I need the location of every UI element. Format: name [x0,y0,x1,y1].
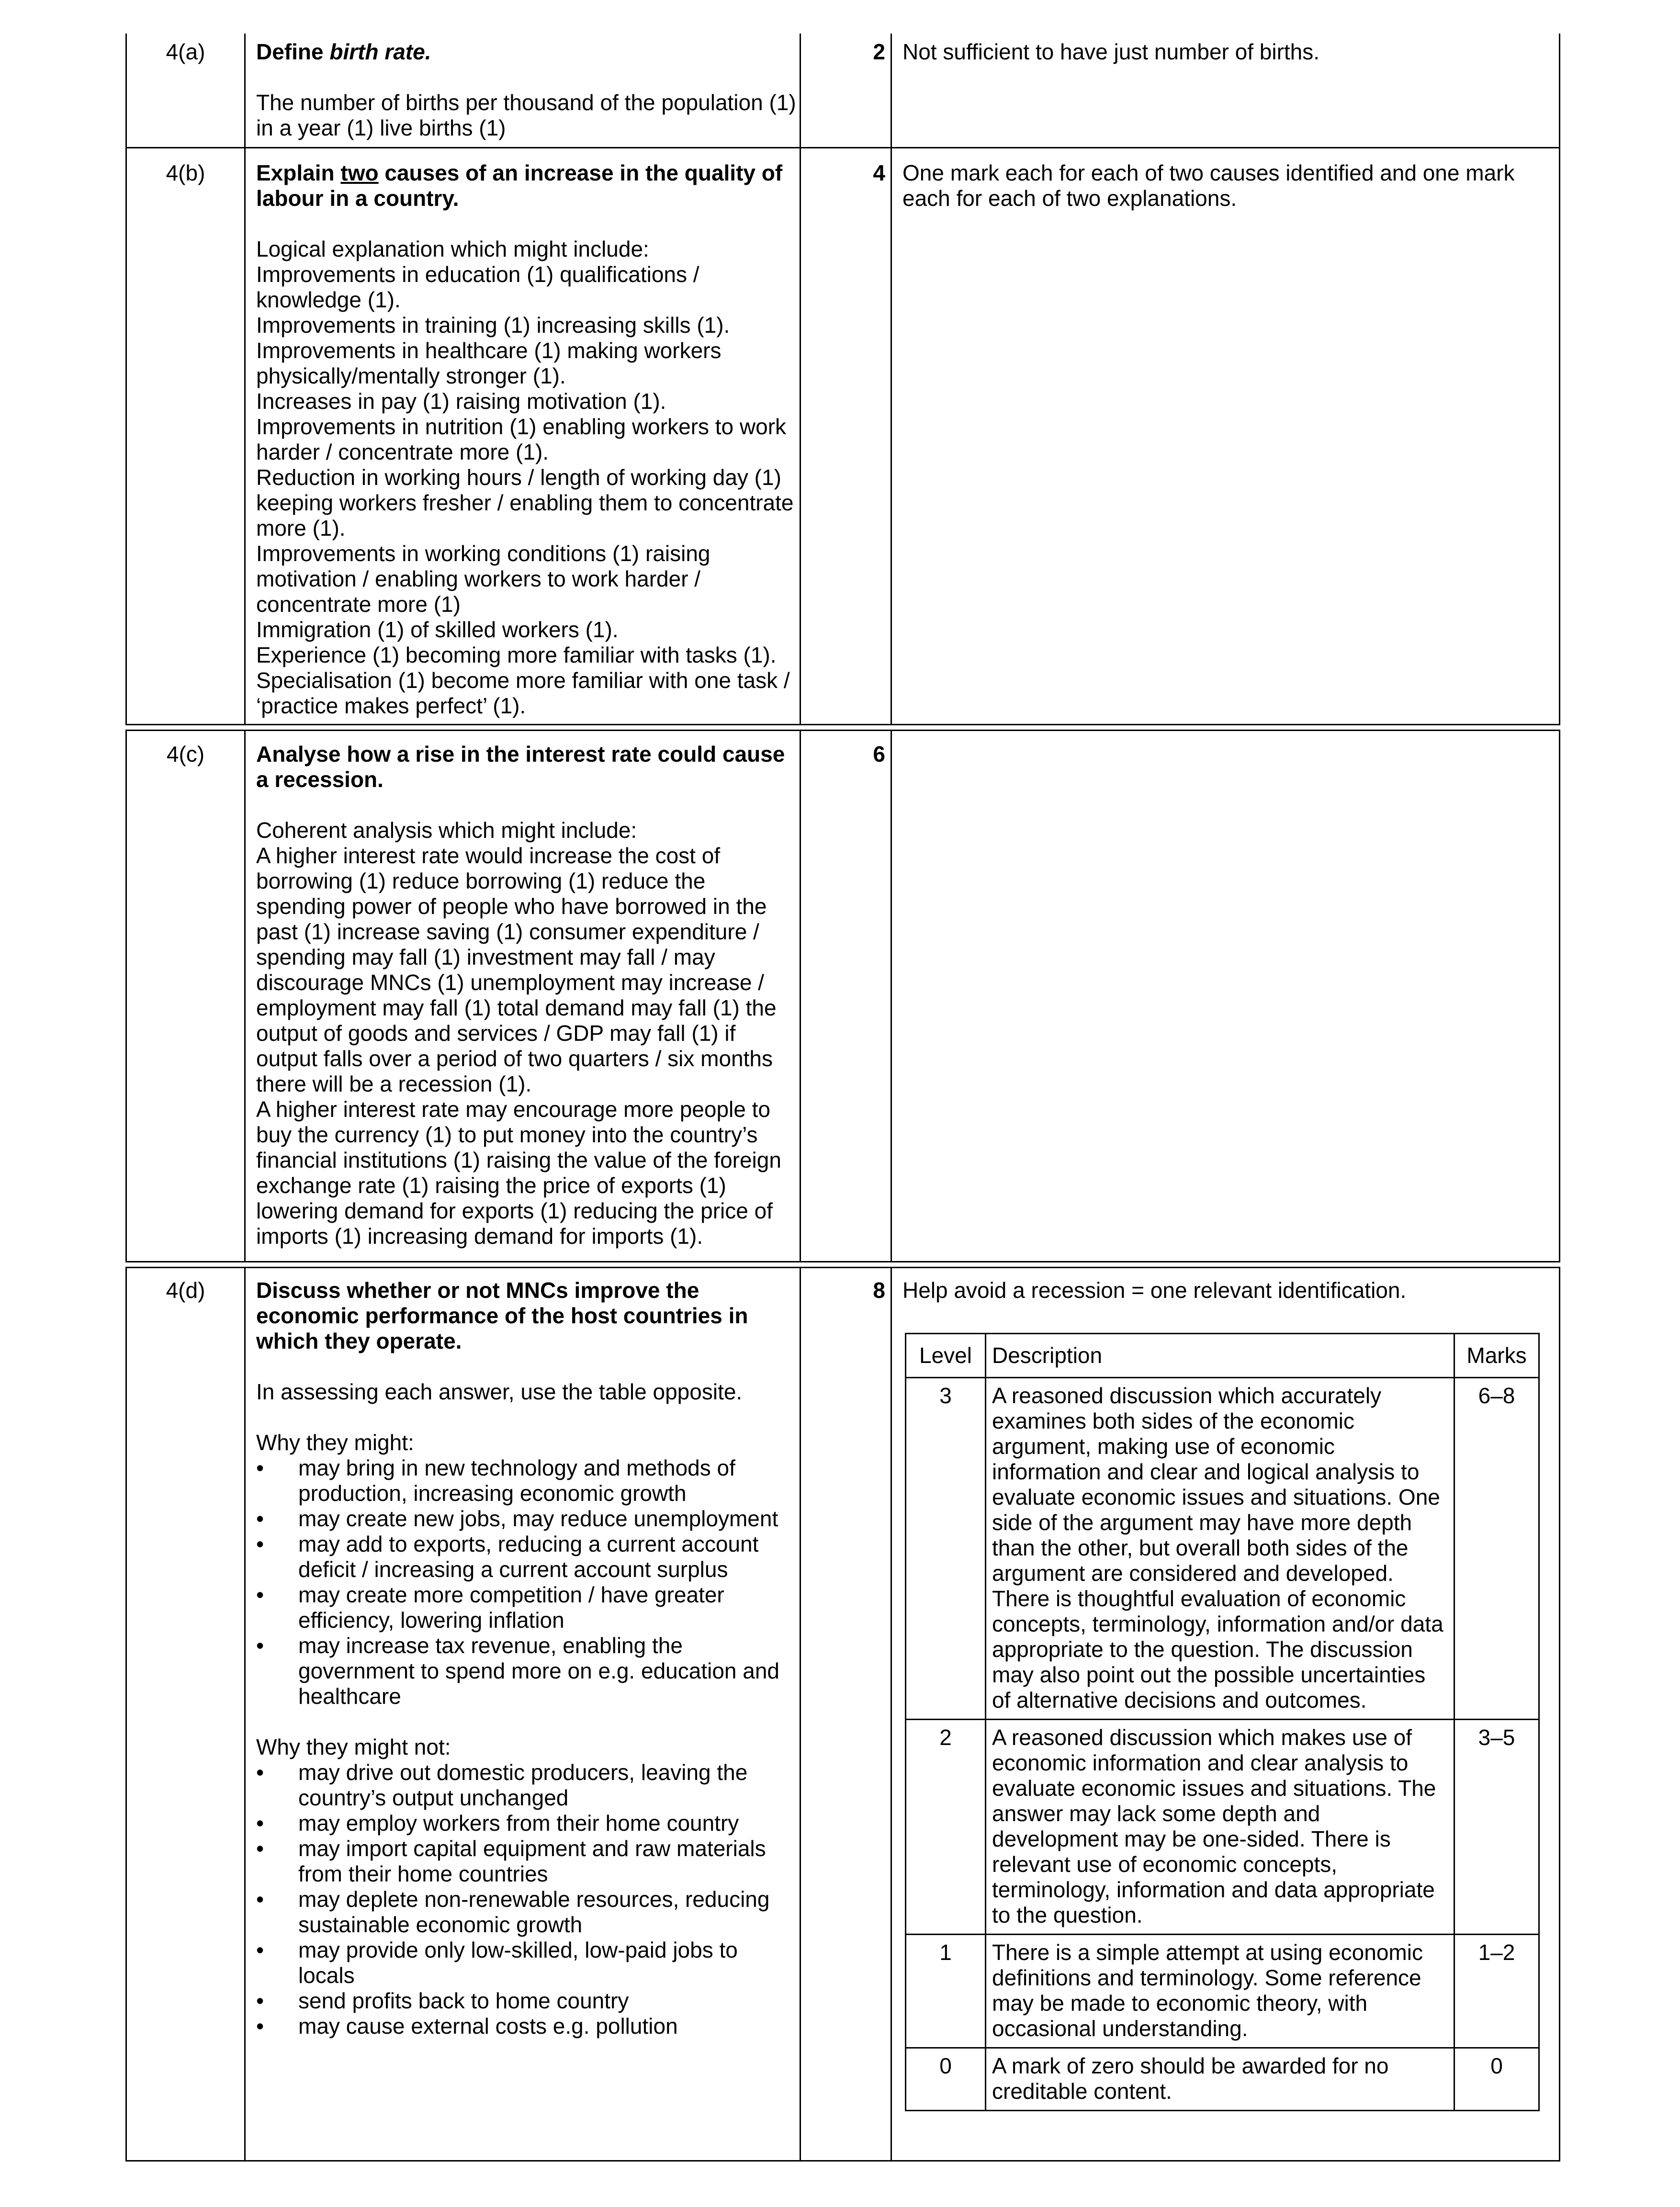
marks-range-cell: 1–2 [1454,1935,1539,2048]
list-item: • may create more competition / have greater efficiency, lowering inflation [256,1582,800,1633]
answer-line: A higher interest rate may encourage more people to buy the currency (1) to put money into the country’s financial institutions (1) raising the value of the foreign exchange rate (1) raising the price of exports (1) lowering demand for exports (1) reducing the price of imports (1) increasing demand for imports (1). [256,1097,781,1249]
marks-range-cell: 6–8 [1454,1378,1539,1720]
list-item: • may provide only low-skilled, low-paid jobs to locals [256,1937,800,1988]
list-item: • may increase tax revenue, enabling the government to spend more on e.g. education and healthcare [256,1633,800,1709]
table-row [906,1378,1539,1720]
list-item: • may drive out domestic producers, leaving the country’s output unchanged [256,1760,800,1811]
description-cell: There is a simple attempt at using economic definitions and terminology. Some reference may be made to economic theory, with occasional understanding. [986,1935,1454,2048]
answer-line: Improvements in healthcare (1) making workers physically/mentally stronger (1). [256,338,722,388]
answer-line: Specialisation (1) become more familiar with one task / ‘practice makes perfect’ (1). [256,668,790,718]
might-heading: Why they might: [256,1430,414,1455]
table-row [906,2048,1539,2111]
marks-cell: 2 [873,39,885,64]
marks-cell: 6 [873,742,885,766]
answer-line: Reduction in working hours / length of working day (1) keeping workers fresher / enabling them to concentrate more (1). [256,465,794,540]
answer-cell [256,34,800,141]
marks-range-cell: 0 [1454,2048,1539,2111]
guidance-cell: Not sufficient to have just number of births. [902,39,1320,64]
answer-line: Improvements in education (1) qualifications / knowledge (1). [256,262,699,312]
intro-text: In assessing each answer, use the table opposite. [256,1379,743,1404]
description-cell: A reasoned discussion which accurately examines both sides of the economic argument, making use of economic information and clear and logical analysis to evaluate economic issues and situations. One side of the argument may have more depth than the other, but overall both sides of the argument are considered and developed. There is thoughtful evaluation of economic concepts, terminology, information and/or data appropriate to the question. The discussion may also point out the possible uncertainties of alternative decisions and outcomes. [986,1378,1454,1720]
might-list [256,1455,800,1709]
answer-line: Experience (1) becoming more familiar with tasks (1). [256,642,777,667]
list-item: • may import capital equipment and raw materials from their home countries [256,1836,800,1887]
row-4a [125,34,1560,148]
table-row [906,1720,1539,1935]
answer-line: Improvements in working conditions (1) raising motivation / enabling workers to work harder / concentrate more (1) [256,541,710,617]
levels-table [905,1333,1540,2111]
answer-text: The number of births per thousand of the population (1) in a year (1) live births (1) [256,90,796,140]
level-cell: 1 [906,1935,986,2048]
question-number: 4(a) [166,39,205,64]
list-item: • may add to exports, reducing a current account deficit / increasing a current account surplus [256,1531,800,1582]
marks-range-cell: 3–5 [1454,1720,1539,1935]
header-marks: Marks [1454,1334,1539,1378]
answer-line: Increases in pay (1) raising motivation (1). [256,389,666,414]
header-description: Description [986,1334,1454,1378]
marks-cell: 4 [873,160,885,185]
answer-line: Immigration (1) of skilled workers (1). [256,617,619,642]
answer-cell [256,148,800,719]
list-item: • may bring in new technology and methods of production, increasing economic growth [256,1455,800,1506]
question-number: 4(d) [166,1278,205,1303]
level-cell: 0 [906,2048,986,2111]
row-4b [125,148,1560,725]
answer-line: A higher interest rate would increase the cost of borrowing (1) reduce borrowing (1) reduce the spending power of people who have borrowed in the past (1) increase saving (1) consumer expenditure / spending may fall (1) investment may fall / may discourage MNCs (1) unemployment may increase / employment may fall (1) total demand may fall (1) the output of goods and services / GDP may fall (1) if output falls over a period of two quarters / six months there will be a recession (1). [256,843,777,1096]
might-not-list [256,1760,800,2039]
guidance-cell: One mark each for each of two causes identified and one mark each for each of two explanations. [902,160,1515,211]
answer-cell [256,731,800,1249]
header-level: Level [906,1334,986,1378]
answer-line: Improvements in nutrition (1) enabling workers to work harder / concentrate more (1). [256,414,787,464]
question-text: Define birth rate. [256,39,431,64]
description-cell: A mark of zero should be awarded for no creditable content. [986,2048,1454,2111]
question-number: 4(c) [166,742,205,766]
list-item: • may cause external costs e.g. pollution [256,2014,800,2039]
question-text: Discuss whether or not MNCs improve the economic performance of the host countries in which they operate. [256,1278,748,1353]
guidance-cell: Help avoid a recession = one relevant identification. [902,1278,1407,1303]
question-text: Analyse how a rise in the interest rate could cause a recession. [256,742,785,792]
list-item: • send profits back to home country [256,1988,800,2014]
might-not-heading: Why they might not: [256,1734,451,1759]
row-4d [125,1268,1560,2162]
answer-line: Improvements in training (1) increasing skills (1). [256,313,730,338]
description-cell: A reasoned discussion which makes use of economic information and clear analysis to evaluate economic issues and situations. The answer may lack some depth and development may be one-sided. There is relevant use of economic concepts, terminology, information and data appropriate to the question. [986,1720,1454,1935]
table-row [906,1935,1539,2048]
answer-line: Logical explanation which might include: [256,236,649,261]
level-cell: 3 [906,1378,986,1720]
row-4c [125,731,1560,1262]
answer-cell [256,1268,800,2039]
list-item: • may create new jobs, may reduce unemployment [256,1506,800,1531]
list-item: • may deplete non-renewable resources, reducing sustainable economic growth [256,1887,800,1937]
question-text: Explain two causes of an increase in the quality of labour in a country. [256,160,783,211]
answer-line: Coherent analysis which might include: [256,818,637,843]
marks-cell: 8 [873,1278,885,1303]
question-number: 4(b) [166,160,205,185]
level-cell: 2 [906,1720,986,1935]
list-item: • may employ workers from their home country [256,1811,800,1836]
levels-table-header [906,1334,1539,1378]
guidance-cell [902,731,1544,742]
